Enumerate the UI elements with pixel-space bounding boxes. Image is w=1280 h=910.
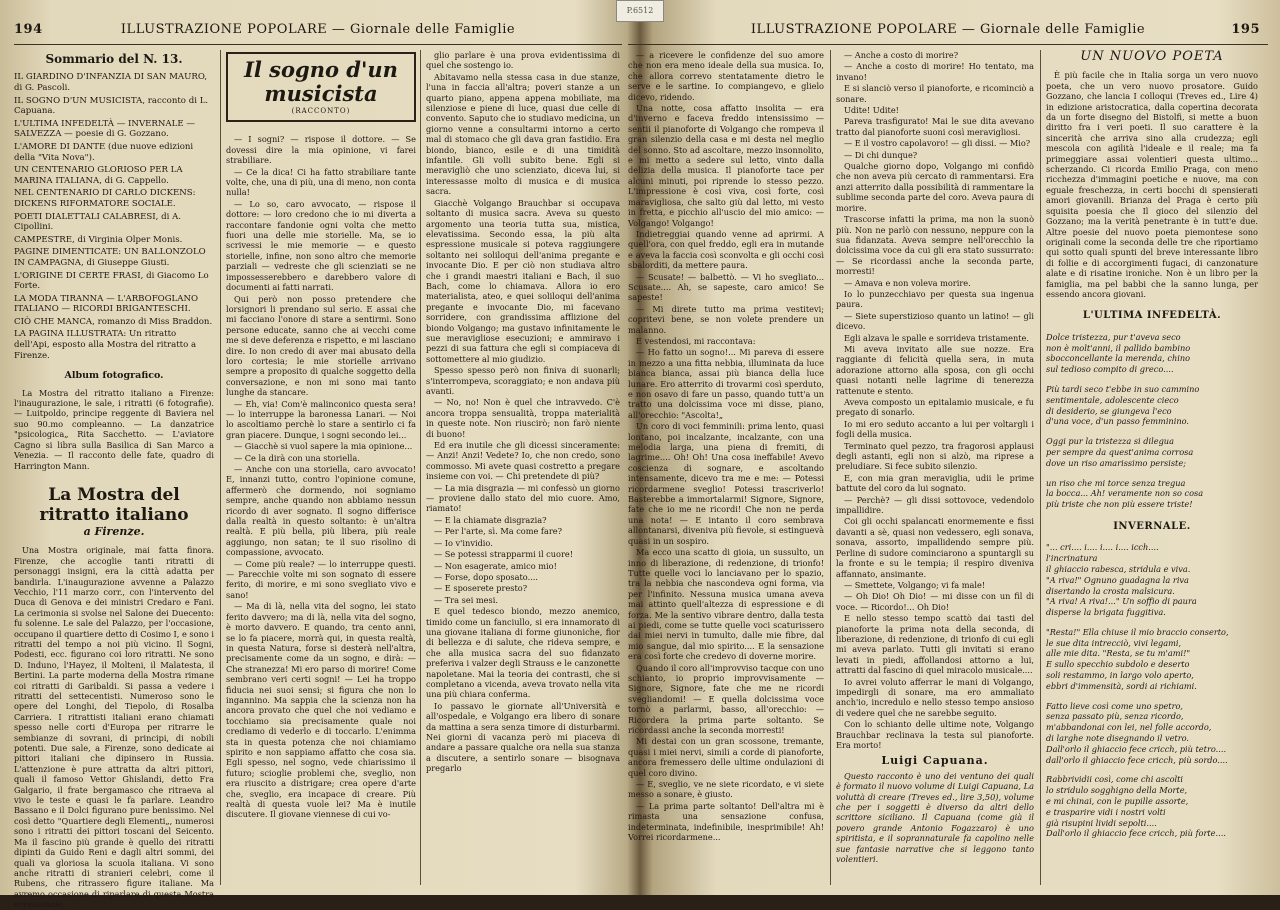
sommario-item: IL SOGNO D'UN MUSICISTA, racconto di L. Capuana. — [14, 95, 209, 117]
poem-line: Più tardi seco t'ebbe in suo cammino — [1046, 383, 1200, 394]
mostra-body — [14, 545, 214, 909]
paragraph: Io avrei voluto afferrar le mani di Volgango, impedirgli di sonare, ma ero ammaliato anch'io, incredulo e nello stesso tempo ansioso di vedere quel che ne sarebbe seguito. — [836, 676, 1034, 718]
sommario-item: L'AMORE DI DANTE (due nuove edizioni della "Vita Nova"). — [14, 141, 194, 163]
poem-line: la bocca... Ah! veramente non so cosa — [1046, 488, 1204, 499]
story-author: Luigi Capuana. — [881, 754, 989, 768]
paragraph: E vestendosi, mi raccontava: — [636, 335, 756, 346]
sommario-title: Sommario del N. 13. — [45, 52, 183, 66]
paragraph: Qualche giorno dopo, Volgango mi confidò che non aveva più cercato di rammentarsi. Era anzi atterrito dalla possibilità di rammentare la sublime seconda parte del coro. Aveva paura di morire. — [836, 161, 1034, 213]
sommario-item: L'ULTIMA INFEDELTÀ — INVERNALE — SALVEZZA — poesie di G. Gozzano. — [14, 118, 195, 140]
paragraph: Mi aveva invitato alle sue nozze. Era raggiante di felicità quella sera, in muta adorazione attorno alla sposa, con gli occhi quasi notanti nelle lagrime di tenerezza rattenute e stento. — [836, 343, 1034, 396]
poem-line: di larghe note disegnando il vetro. — [1046, 733, 1190, 744]
header-title-right: ILLUSTRAZIONE POPOLARE — Giornale delle Famiglie — [750, 22, 1146, 37]
paragraph: Ma ecco una scatto di gioia, un sussulto, un inno di liberazione, di redenzione, di trionfo! Tutte quelle voci lo lanciavano per lo spazio, tra la nebbia che nascondeva ogni forma, via per l'infinito. Nessuna musica umana aveva mai attinto quell'altezza di espressione e di forza. Me la sentivo vibrare dentro, dalla testa ai piedi, come se tutte quelle voci scaturissero dai miei nervi in tumulto, dalle mie fibre, dal mio sangue, dal mio spirito.... E la sensazione era così forte che credevo di doverne morire. — [628, 547, 824, 662]
paragraph: — E il vostro capolavoro! — gli dissi. — Mio? — [844, 138, 1031, 149]
poem-line: lo stridulo sogghigno della Morte, — [1046, 785, 1188, 796]
poem-line: disperse la brigata fuggitiva. — [1046, 607, 1166, 618]
poem-line: sul tedioso compito di greco.... — [1046, 364, 1174, 375]
paragraph: Io mi ero seduto accanto a lui per voltargli i fogli della musica. — [836, 418, 1034, 440]
right-page — [628, 0, 1268, 895]
page-number-right: 195 — [1231, 22, 1260, 37]
paragraph: — Oh Dio! Oh Dio! — mi disse con un fil di voce. — Ricordo!... Oh Dio! — [836, 591, 1034, 612]
paragraph: Aveva composto un epitalamio musicale, e fu pregato di sonarlo. — [836, 397, 1034, 418]
sommario-item: LA PAGINA ILLUSTRATA: Un ritratto dell'Api, esposto alla Mostra del ritratto a Firenze. — [14, 329, 197, 361]
poem-line: ebbri d'immensità, sordi ai richiami. — [1046, 680, 1197, 691]
sommario-item: PAGINE DIMENTICATE: UN BALLONZOLO IN CAMPAGNA, di Giuseppe Giusti. — [14, 247, 206, 268]
poem-line: "A riva! A riva!..." Un soffio di paura — [1046, 596, 1197, 607]
paragraph: — Perchè? — gli dissi sottovoce, vedendolo impallidire. — [836, 494, 1034, 516]
poem2-body — [1046, 542, 1258, 839]
paragraph: Ed era inutile che gli dicessi sinceramente: — Anzi! Anzi! Vedete? Io, che non credo, sono commosso. Mi avete quasi costretto a pregare insieme con voi. — Chi pretendete di più? — [426, 440, 620, 482]
poem-line: dall'orlo il ghiaccio fece cricch, più sordo.... — [1046, 754, 1228, 765]
poetry-column — [1046, 50, 1258, 889]
paragraph: — La mia disgrazia — mi confessò un giorno — proviene dallo stato del mio cuore. Amo, riamato! — [426, 482, 620, 514]
paragraph: — Ma di là, nella vita del sogno, lei stato ferito davvero; ma di là, nella vita del sogno, è morto davvero. E quando, tra cento anni, se lo fa piacere, morrà qui, in questa realtà, in questa Natura, forse si desterà nell'altra, precisamente come da un sogno, e dirà: — Che stranezza! Mi ero parso di morire! Come sembrano veri certi sogni! — Lei ha troppo fiducia nei suoi sensi; si figura che non lo ingannino. Ma sappia che la scienza non ha ancora provato che quel che noi vediamo e tocchiamo sia precisamente quale noi crediamo di vederlo e di toccarlo. L'enimma sta in questa potenza che noi chiamiamo spirito e non sappiamo affatto che cosa sia. Egli spesso, nel sogno, vede chiarissimo il futuro; scioglie problemi che, sveglio, non era riuscito a distrigare; crea opere d'arte che, sveglio, era incapace di creare. Più realtà di questa vuole lei? Ma è inutile discutere. Il giovane viennese di cui vo- — [226, 601, 416, 820]
poem-line: per sempre da quest'anima corrosa — [1046, 446, 1194, 457]
paragraph: — Anche a costo di morire! Ho tentato, ma invano! — [836, 61, 1034, 82]
poem-line: d'una voce, d'un passo femminino. — [1046, 416, 1189, 427]
column-divider — [220, 50, 221, 885]
album-text: La Mostra del ritratto italiano a Firenze: l'inaugurazione, le sale, i ritratti (6 fotografie). — Luitpoldo, principe reggente di Baviera nel suo 90.mo compleanno. — La danzatrice "psicologica„ Rita Sacchetto. — L'aviatore Cagno si libra sulla Basilica di San Marco a Venezia. — Il racconto delle fate, quadro di Harrington Mann. — [14, 387, 214, 471]
poem-line: "... cri.... i.... i.... i.... icch.... — [1046, 542, 1159, 553]
story-column-4 — [836, 50, 1034, 889]
paragraph: Una Mostra originale, mai fatta finora. Firenze, che accoglie tanti ritratti di personaggi insigni, era la città adatta per bandirla. L'inaugurazione avvenne a Palazzo Vecchio, l'11 marzo corr., con l'intervento del Duca di Genova e dei ministri Credaro e Fani. La cerimonia si svolse nel Salone dei Duecento: fu solenne. Le sale del Palazzo, per l'occasione, occupano il quartiere detto di Cosimo I, e sono i ritratti del tempo a noi più vicino. Il Sogni, Podesti, ecc. figurano coi loro ritratti. Ne sono D. Induno, l'Hayez, il Molteni, il Malatesta, il Bertini. La parte moderna della Mostra rimane coi ritratti di Garibaldi. Si passa a vedere i ritratti del settecentisti. Numeroso sono le opere del Longhi, del Tiepolo, di Rosalba Carriera. I ritrattisti italiani erano chiamati spesso nelle corti d'Europa per ritrarre le sembianze di sovrani, di principi, di nobili potenti. Due sale, a Firenze, sono dedicate ai pittori italiani che dipinsero in Russia. L'attenzione è pure attratta da altri pittori, quali il famoso Vettor Ghislandi, detto Fra Galgario, il frate bergamasco che ritraeva al vivo le teste e quasi le fa parlare. Leandro Bassano e il Dolci figurano pure benissimo. Nel così detto "Quartiere degli Elementi„, numerosi sono i ritratti dei pittori toscani del Seicento. Ma il fascino più grande è quello dei ritratti dipinti da Guido Reni e dagli altri sommi, dei quali va gloriosa la scuola italiana. Vi sono anche ritratti di stranieri celebri, come il Rubens, che ritrassero figure italiane. Ma avremo occasione di riparlare di questa Mostra eccezionale. — [14, 545, 214, 910]
poem-line: soli restammo, in largo volo aperto, — [1046, 670, 1194, 681]
paragraph: — E la chiamate disgrazia? — [434, 514, 547, 525]
poem-stanza — [1046, 436, 1258, 468]
poem-stanza — [1046, 384, 1258, 427]
story-col3-body — [628, 50, 824, 842]
header-rule — [628, 44, 1268, 45]
paragraph: — Come più reale? — lo interruppe questi. — Parecchie volte mi son sognato di essere ferito, di morire, e mi sono svegliato vivo e sano! — [226, 558, 416, 600]
running-header-left — [14, 22, 622, 42]
paragraph: Terminato quel pezzo, tra fragorosi applausi degli astanti, egli non si alzò, ma riprese a preludiare. Si fece subito silenzio. — [836, 440, 1034, 472]
poem2-title: INVERNALE. — [1113, 520, 1191, 532]
page-number-left: 194 — [14, 22, 43, 37]
paragraph: Giacchè Volgango Brauchbar si occupava soltanto di musica sacra. Aveva su questo argomento una teoria tutta sua, mistica, elevatissima. Secondo essa, la più alta espressione musicale si poteva raggiungere soltanto nei soliloqui dell'anima pregante e invocante Dio. E per ciò non studiava altro che i grandi maestri italiani e Bach, il suo Bach, come lo chiamava. Allora io ero materialista, ateo, e quei soliloqui dell'anima pregante e invocante Dio, mi facevano sorridere, con grandissima afflizione del biondo Volgango; ma gustavo infinitamente le sue meravigliose esecuzioni; e ammiravo i pezzi di sua fattura che egli si compiaceva di sottomettere al mio giudizio. — [426, 197, 620, 364]
poem-line: E sullo specchio subdolo e deserto — [1046, 659, 1190, 670]
left-page — [14, 0, 622, 910]
paragraph: Quando il coro all'improvviso tacque con uno schianto, io proprio improvvisamente — Signore, Signore, fate che me ne ricordi svegliandomi! — E quella dolcissima voce tornò a parlarmi, basso, all'orecchio: — Ricordera la prima parte soltanto. Se ricordassi anche la seconda morresti! — [628, 662, 824, 735]
paragraph: Io lo punzecchiavo per questa sua ingenua paura. — [836, 288, 1034, 310]
poem1-title: L'ULTIMA INFEDELTÀ. — [1082, 310, 1222, 322]
paragraph: Udite! Udite! — [844, 105, 899, 116]
paragraph: — Forse, dopo sposato.... — [434, 571, 539, 582]
sommario-item: CAMPESTRE, di Virginia Olper Monis. — [14, 234, 183, 245]
paragraph: — E, sveglio, ve ne siete ricordato, e vi siete messo a sonare, è giusto. — [628, 779, 824, 800]
poem-line: un riso che mi torce senza tregua — [1046, 477, 1186, 488]
paragraph: — Tra sei mesi. — [434, 594, 498, 605]
sommario-item: CIÒ CHE MANCA, romanzo di Miss Braddon. — [14, 316, 213, 327]
poem-line: di desiderio, se giungeva l'eco — [1046, 405, 1172, 416]
sommario-column — [14, 50, 214, 910]
paragraph: — E sposerete presto? — [434, 583, 528, 594]
paragraph: Indietreggiai quando venne ad aprirmi. A quell'ora, con quel freddo, egli era in mutande e aveva la faccia così sconvolta e gli occhi così sbalorditi, da mettere paura. — [628, 228, 824, 271]
poem-line: dove un riso amarissimo persiste; — [1046, 457, 1186, 468]
poem-line: e trasparire vidi i nostri volti — [1046, 806, 1166, 817]
poem-line: non è molt'anni, il pallido bambino — [1046, 342, 1191, 353]
paragraph: Una notte, cosa affatto insolita — era d'inverno e faceva freddo intensissimo — sentii il pianoforte di Volgango che rompeva il gran silenzio della casa e mi desta nel meglio del sonno. Sto ad ascoltare, mezzo insonnolito, e mi metto a sedere sul letto, vinto dalla delizia della musica. Il pianoforte tace per alcuni minuti, poi riprende lo stesso pezzo. L'impressione è così viva, così forte, così maravigliosa, che salto giù dal letto, mi vesto in fretta, e picchio all'uscio del mio amico: — Volgango! Volgango! — [628, 103, 824, 228]
paragraph: Pareva trasfigurato! Mai le sue dita avevano tratto dal pianoforte suoni così meravigliosi. — [836, 116, 1034, 137]
poem-line: Dall'orlo il ghiaccio fece cricch, più forte.... — [1046, 828, 1226, 839]
paragraph: — No, no! Non è quel che intravvedo. C'è ancora troppa sensualità, troppa materialità in queste note. Non riuscirò; non farò niente di buono! — [426, 397, 620, 439]
paragraph: Mi destai con un gran scossone, tremante, quasi i miei nervi, simili a corde di pianoforte, ancora fremessero delle ultime ondulazioni di quel coro divino. — [628, 736, 824, 778]
paragraph: — Mi direte tutto ma prima vestitevi; copritevi bene, se non volete prendere un malanno. — [628, 303, 824, 335]
story-note — [836, 771, 1034, 865]
paragraph: Spesso spesso però non finiva di suonarli; s'interrompeva, scoraggiato; e non andava più avanti. — [426, 365, 620, 396]
poem-line: Dolce tristezza, pur t'aveva seco — [1046, 331, 1181, 342]
paragraph: — Se potessi strapparmi il cuore! — [434, 549, 574, 560]
header-rule — [14, 44, 622, 45]
poem-line: Rabbrividii così, come chi ascolti — [1046, 774, 1184, 785]
paragraph: E nello stesso tempo scattò dai tasti del pianoforte la prima nota della seconda, di liberazione, di redenzione, di trionfo di cui egli mi aveva parlato. Tutti gli invitati si erano levati in piedi, affollandosi attorno a lui, attratti dal fascino di quel miracolo musicale.... — [836, 613, 1034, 676]
paragraph: Con lo schianto delle ultime note, Volgango Brauchbar reclinava la testa sul pianoforte. Era morto! — [836, 719, 1034, 750]
sommario-list — [14, 72, 214, 361]
column-divider — [420, 50, 421, 885]
story-col2-body — [426, 50, 620, 774]
paragraph: — I sogni? — rispose il dottore. — Se dovessi dire la mia opinione, vi farei strabiliare. — [226, 134, 416, 166]
poem-line: Oggi pur la tristezza si dilegua — [1046, 436, 1174, 447]
sommario-item: POETI DIALETTALI CALABRESI, di A. Cipollini. — [14, 211, 182, 233]
poem1-body — [1046, 332, 1258, 510]
paragraph: — La prima parte soltanto! Dell'altra mi è rimasta una sensazione confusa, indeterminata, indefinibile, inesprimibile! Ah! Vorrei ricordarmene... — [628, 800, 824, 843]
sommario-item: UN CENTENARIO GLORIOSO PER LA MARINA ITALIANA, di G. Cappello. — [14, 165, 183, 186]
paragraph: Coi gli occhi spalancati enormemente e fissi davanti a sè, quasi non vedessero, egli sonava, sonava, assorto, impallidendo sempre più. Perline di sudore cominciarono a spuntargli su la fronte e su le tempia; il respiro diveniva affannato, ansimante. — [836, 516, 1034, 579]
story-title: Il sogno d'un musicista — [244, 57, 398, 106]
paragraph: È più facile che in Italia sorga un vero nuovo poeta, che un vero nuovo prosatore. Guido Gozzano, che lancia I colloqui (Treves ed., Lire 4) in edizione aristocratica, dalla copertina decorata da un forte disegno del Bistolfi, si mette a buon diritto fra i veri poeti. Il suo carattere è la sincerità che arriva sino alla crudezza; egli mescola con agilità l'ideale e il reale; ma fa primeggiare assai volentieri questa ultimo... scherzando. Ci ricorda Emilio Praga, con meno ricchezza d'immagini poetiche e nuove, ma con eguale freschezza, in certi bocchi di spensierati amori giovanili. Brianza del Praga è certo più squisita poesia che Il gioco del silenzio del Gozzano; ma la verità penetrante è in tutt'e due. Altre poesie del nuovo poeta piemontese sono originali come la seconda delle tre che riportiamo qui sotto quali spunti del breve interessante libro di follie e di accorgimenti fugaci, di canzonature alate e di risatine ironiche. Non è un libro per la famiglia, ma pel babbi che la sanno lunga, per essendo ancora giovani. — [1046, 70, 1258, 299]
column-divider — [1040, 50, 1041, 885]
story-note-text: Questo racconto è uno dei ventuno dei quali è formato il nuovo volume di Luigi Capuana, La voluttà di creare (Treves ed., lire 3,50), volume che per i soggetti è diverso da altri dello scrittore siciliano. Il Capuana (come già il povero grande Antonio Fogazzaro) è uno spiritista, e il soprannaturale fa capolino nelle sue fantasie narrative che si leggono tanto volentieri. — [836, 770, 1034, 865]
paragraph: — Anche con una storiella, caro avvocato! E, innanzi tutto, contro l'opinione comune, affermerò che dormendo, noi sogniamo sempre, anche quando non abbiamo nessun ricordo di aver sognato. Il sogno differisce dalla realtà in questo soltanto: è un'altra realtà. E più bella, più libera, più reale aggiungo, non satan; te il suo risolino di compassione, avvocato. — [226, 464, 416, 558]
paragraph: — Smettete, Volgango; vi fa male! — [844, 579, 986, 590]
paragraph: E si slanciò verso il pianoforte, e ricominciò a sonare. — [836, 83, 1034, 104]
paragraph: Un coro di voci femminili: prima lento, quasi lontano, poi incalzante, incalzante, con una melodia larga, una piena di fremiti, di lagrime.... Oh! Oh! Una cosa ineffabile! Avevo coscienza di sognare, e ascoltando intensamente, dicevo tra me e me: — Potessi ricordarmene sveglio! Potessi trascriverlo! Basterebbe a immortalarmi! Signore, Signore, fate che io me ne ricordi! Che non ne perda una nota! — E intanto il coro sembrava allontanarsi, diveniva più fievole, si estinguevà quasi in un sospiro. — [628, 421, 824, 546]
paragraph: — Ce la dica! Ci ha fatto strabiliare tante volte, che, una di più, una di meno, non conta nulla! — [226, 166, 416, 198]
poem-line: "A riva!" Ognuno guadagna la riva — [1046, 574, 1189, 585]
paragraph: — Di chi dunque? — [844, 149, 918, 160]
poem-stanza — [1046, 701, 1258, 766]
paragraph: — Amava e non voleva morire. — [844, 277, 971, 288]
paragraph: Io passavo le giornate all'Università e all'ospedale, e Volgango era libero di sonare da mattina a sera senza timore di disturbarmi. Nei giorni di vacanza però mi piaceva di andare a passare qualche ora nella sua stanza a discutere, a sentirlo sonare — bisognava pregarlo — [426, 700, 620, 774]
running-header-right — [628, 22, 1268, 42]
paragraph: — Anche a costo di morire? — [844, 50, 959, 60]
paragraph: E, con mia gran meraviglia, udii le prime battute del coro da lui sognato. — [836, 472, 1034, 494]
story-title-box — [226, 52, 416, 122]
poem-line: disertando la crosta malsicura. — [1046, 585, 1175, 596]
column-divider — [830, 50, 831, 885]
story-column-2 — [426, 50, 620, 889]
poem-stanza — [1046, 478, 1258, 510]
paragraph: glio parlare è una prova evidentissima di quel che sostengo io. — [426, 50, 620, 71]
poem-line: già risupini lividi sepolti.... — [1046, 817, 1157, 828]
paragraph: Qui però non posso pretendere che lorsignori li prendano sul serio. E assai che mi facciano l'onore di stare a sentirmi. Sono persone educate, sanno che ai vecchi come me si deve deferenza e rispetto, e mi lasciano dire. Io non credo di aver mai abusato della loro cortesia; le mie storielle arrivano sempre a proposito di qualche soggetto della conversazione, e non mi sono mai tanto lunghe da stancare. — [226, 293, 416, 398]
poem-stanza — [1046, 627, 1258, 692]
paragraph: — Non esagerate, amico mio! — [434, 560, 557, 571]
paragraph: — Giacchè si vuol sapere la mia opinione... — [234, 441, 413, 452]
library-stamp: P.6512 — [616, 0, 664, 22]
story-column-3 — [628, 50, 824, 889]
paragraph: E quel tedesco biondo, mezzo anemico, timido come un fanciullo, si era innamorato di una giovane italiana di forme giunoniche, fior di bellezza e di salute, che rideva sempre, e che alla musica sacra del suo fidanzato preferiva i valzer degli Strauss e le canzonette napoletane. Mai la teoria dei contrasti, che si completano a vicenda, aveva trovato nella vita una più chiara conferma. — [426, 606, 620, 700]
poem-line: più triste che non più essere triste! — [1046, 499, 1193, 510]
poem-line: Dall'orlo il ghiaccio fece cricch, più tetro.... — [1046, 743, 1227, 754]
paragraph: Egli alzava le spalle e sorrideva tristamente. — [844, 332, 1029, 343]
paragraph: Trascorse infatti la prima, ma non la suonò più. Non ne parlò con nessuno, neppure con la sua fidanzata. Aveva sempre nell'orecchio la dolcissima voce da cui gli era stato sussurrato: — Se ricordassi anche la seconda parte, morresti! — [836, 214, 1034, 277]
story-column-1 — [226, 50, 416, 889]
album-title: Album fotografico. — [64, 370, 164, 382]
header-title-left: ILLUSTRAZIONE POPOLARE — Giornale delle Famiglie — [120, 22, 516, 37]
story-subtitle: (RACCONTO) — [291, 107, 351, 115]
poem-stanza — [1046, 542, 1258, 618]
poem-line: sentimentale, adolescente cieco — [1046, 394, 1179, 405]
poem-line: "Resta!" Ella chiuse il mio braccio conserto, — [1046, 626, 1229, 637]
sommario-item: IL GIARDINO D'INFANZIA DI SAN MAURO, di G. Pascoli. — [14, 72, 208, 93]
paragraph: — Lo so, caro avvocato, — rispose il dottore: — loro credono che io mi diverta a raccontare fandonie ogni volta che metto fuori una delle mie storielle. Ma, se io scrivessi le mie memorie — e questo storielle, infine, non sono altro che memorie parziali — vedreste che gli scienziati se ne impossesserebbero e darebbero valore di documenti ai fatti narrati. — [226, 198, 416, 293]
poem-stanza — [1046, 332, 1258, 375]
sommario-item: LA MODA TIRANNA — L'ARBOFOGLANO ITALIANO — RICORDI BRIGANTESCHI. — [14, 293, 199, 315]
paragraph: — Per l'arte, sì. Ma come fare? — [434, 526, 562, 537]
poem-line: l'incrinatura — [1046, 553, 1098, 564]
poet-article-title: UN NUOVO POETA — [1080, 49, 1224, 64]
poem-line: e mi chinai, con le pupille assorte, — [1046, 796, 1189, 807]
mostra-subtitle: a Firenze. — [83, 524, 145, 538]
poem-line: il ghiaccio rabesca, stridula e viva. — [1046, 563, 1191, 574]
paragraph: — Siete superstizioso quanto un latino! — gli dicevo. — [836, 310, 1034, 332]
poem-stanza — [1046, 774, 1258, 839]
paragraph: — Ce la dirà con una storiella. — [234, 452, 360, 463]
mostra-title: La Mostra del ritratto italiano — [39, 484, 189, 525]
story-col4-body — [836, 50, 1034, 750]
sommario-item: NEL CENTENARIO DI CARLO DICKENS: DICKENS RIFORMATORE SOCIALE. — [14, 188, 196, 209]
sommario-item: L'ORIGINE DI CERTE FRASI, di Giacomo Lo Forte. — [14, 270, 209, 292]
poem-line: alle mie dita. "Resta, se tu m'ami!" — [1046, 648, 1191, 659]
poem-line: senza passato più, senza ricordo, — [1046, 711, 1184, 722]
paragraph: Abitavamo nella stessa casa in due stanze, l'una in faccia all'altra; poveri stanze a un quarto piano, appena appena mobiliate, ma silenziose e piene di luce, quasi due celle di convento. Saputo che io studiavo medicina, un giorno venne a consultarmi intorno a certo mal di stomaco che gli dava gran fastidio. Era biondo, bianco, esile e di una timidità infantile. Gli volli subito bene. Egli si meravigliò che uno scienziato, diceva lui, si interessasse molto di musica e di musica sacra. — [426, 71, 620, 197]
paragraph: — Scusate! — balbettò. — Vi ho svegliato... Scusate.... Ah, se sapeste, caro amico! Se sapeste! — [628, 271, 824, 303]
poem-line: le sue dita intrecciò, vivi legami, — [1046, 637, 1182, 648]
paragraph: — Io v'invidio. — [434, 537, 493, 548]
paragraph: — Ho fatto un sogno!... Mi pareva di essere in mezzo a una fitta nebbia, illuminata da luce bianca bianca, assai più bianca della luce lunare. Ero atterrito di trovarmi così sperduto, e non osavo di fare un passo, quando tutt'a un tratto una dolcissima voce mi disse, piano, all'orecchio: "Ascolta!„ — [628, 347, 824, 420]
poem-line: m'abbandonai con lei, nel folle accordo, — [1046, 722, 1212, 733]
story-col1-body — [226, 134, 416, 819]
poem-line: sbocconcellante la merenda, chino — [1046, 353, 1191, 364]
poet-article-body — [1046, 70, 1258, 299]
paragraph: — a ricevere le confidenze del suo amore che non era meno ideale della sua musica. Io, che allora correvo stentatamente dietro le serve e le sartine. Io compiangevo, e glielo dicevo, ridendo. — [628, 50, 824, 102]
poem-line: Fatto lieve così come uno spetro, — [1046, 700, 1184, 711]
paragraph: — Eh, via! Com'è malinconico questa sera! — lo interruppe la baronessa Lanari. — Noi lo ascoltiamo perchè lo stare a sentirlo ci fa gran piacere. Dunque, i sogni secondo lei... — [226, 398, 416, 440]
